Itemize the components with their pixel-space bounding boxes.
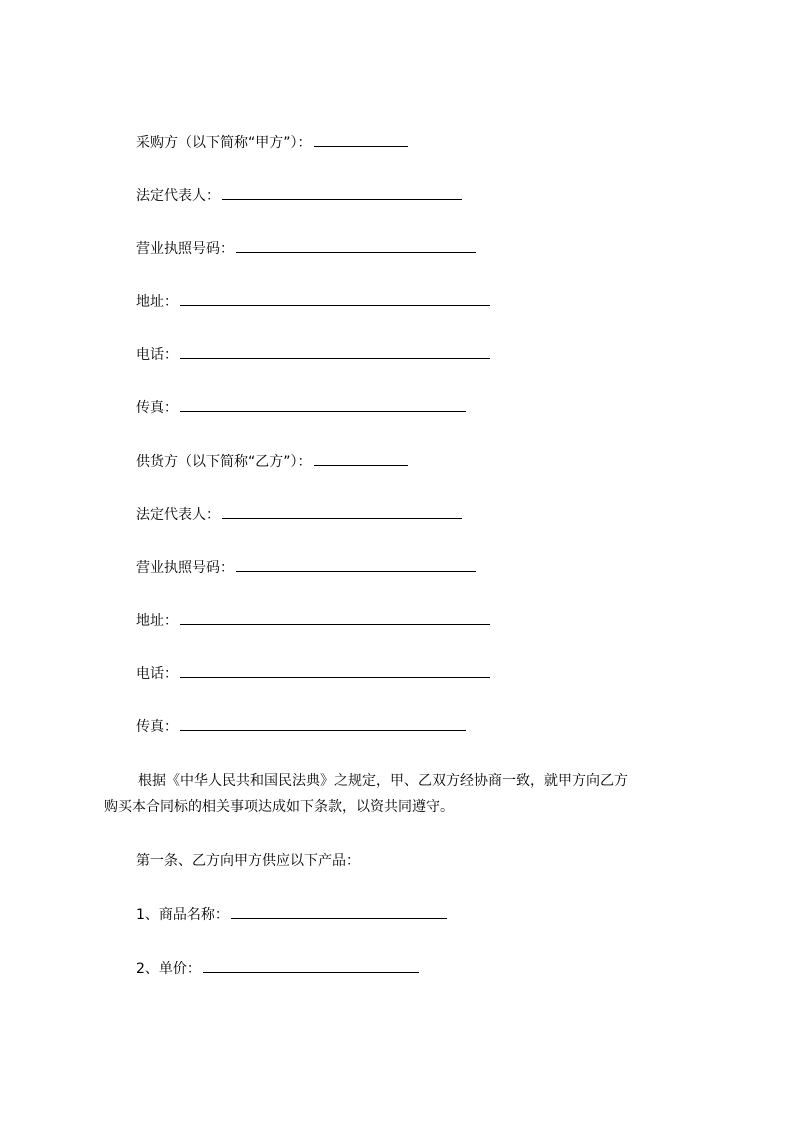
- supplier-license-row: [136, 559, 476, 577]
- item-1-row: [136, 906, 447, 924]
- article-1-title: 第一条、乙方向甲方供应以下产品：: [136, 853, 360, 869]
- preamble-line-2: 购买本合同标的相关事项达成如下条款，以资共同遵守。: [104, 799, 454, 815]
- item-2-label: 2、单价：: [136, 961, 201, 977]
- supplier-address-row: [136, 612, 490, 630]
- buyer-phone-label: 电话：: [136, 347, 178, 363]
- supplier-fax-label: 传真：: [136, 719, 178, 735]
- supplier-phone-row: [136, 665, 490, 683]
- supplier-license-label: 营业执照号码：: [136, 560, 234, 576]
- buyer-license-blank[interactable]: [236, 251, 476, 253]
- buyer-address-blank[interactable]: [180, 304, 490, 306]
- supplier-legal-rep-blank[interactable]: [222, 517, 462, 519]
- buyer-fax-row: [136, 399, 466, 417]
- item-2-row: [136, 960, 419, 978]
- buyer-license-label: 营业执照号码：: [136, 241, 234, 257]
- supplier-legal-rep-row: [136, 506, 462, 524]
- supplier-address-blank[interactable]: [180, 623, 490, 625]
- buyer-fax-label: 传真：: [136, 400, 178, 416]
- buyer-address-row: [136, 293, 490, 311]
- buyer-phone-row: [136, 346, 490, 364]
- supplier-license-blank[interactable]: [236, 570, 476, 572]
- item-2-blank[interactable]: [203, 971, 419, 973]
- preamble-line-1: 根据《中华人民共和国民法典》之规定，甲、乙双方经协商一致，就甲方向乙方: [138, 773, 628, 789]
- buyer-license-row: [136, 240, 476, 258]
- buyer-heading-row: [136, 134, 408, 152]
- buyer-legal-rep-blank[interactable]: [222, 198, 462, 200]
- buyer-fax-blank[interactable]: [180, 410, 466, 412]
- supplier-name-blank[interactable]: [314, 464, 408, 466]
- buyer-legal-rep-row: [136, 187, 462, 205]
- supplier-address-label: 地址：: [136, 613, 178, 629]
- supplier-fax-row: [136, 718, 466, 736]
- buyer-legal-rep-label: 法定代表人：: [136, 188, 220, 204]
- item-1-blank[interactable]: [231, 917, 447, 919]
- supplier-heading: 供货方（以下简称“乙方”）：: [136, 454, 312, 470]
- supplier-phone-blank[interactable]: [180, 676, 490, 678]
- buyer-name-blank[interactable]: [314, 145, 408, 147]
- supplier-phone-label: 电话：: [136, 666, 178, 682]
- item-1-label: 1、商品名称：: [136, 907, 229, 923]
- buyer-heading: 采购方（以下简称“甲方”）：: [136, 135, 312, 151]
- supplier-legal-rep-label: 法定代表人：: [136, 507, 220, 523]
- buyer-address-label: 地址：: [136, 294, 178, 310]
- buyer-phone-blank[interactable]: [180, 357, 490, 359]
- supplier-heading-row: [136, 453, 408, 471]
- supplier-fax-blank[interactable]: [180, 729, 466, 731]
